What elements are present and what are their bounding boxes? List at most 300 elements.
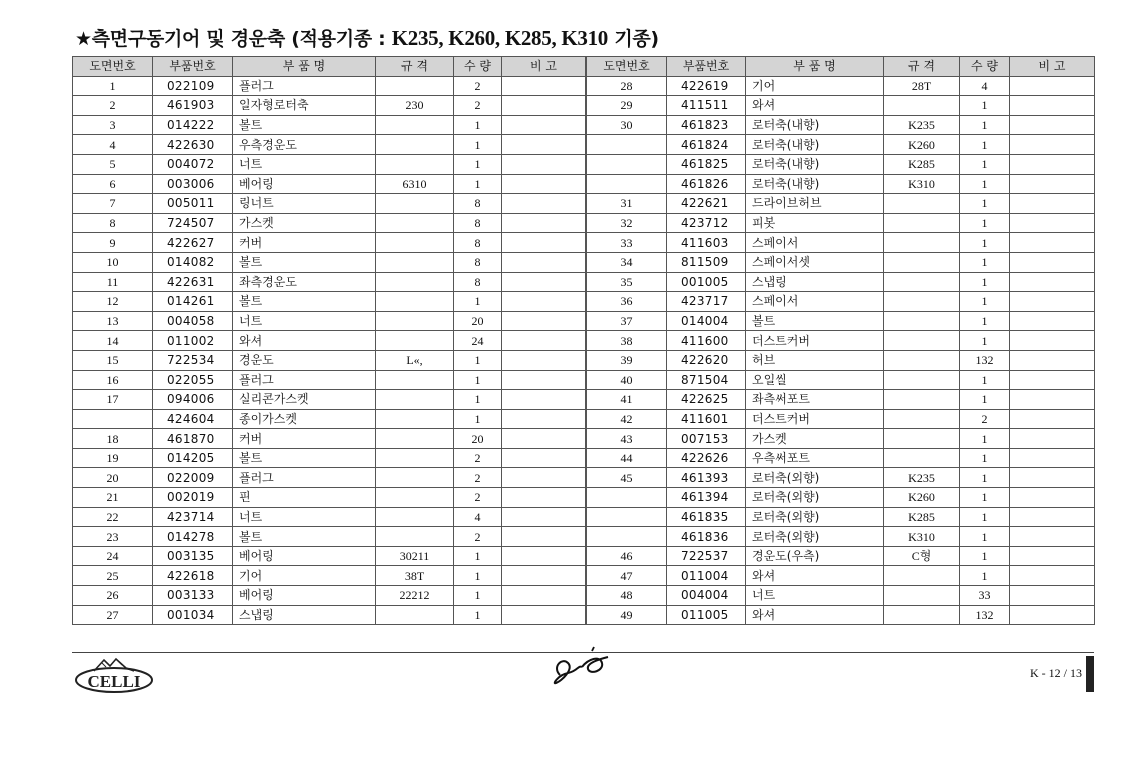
table-row — [73, 76, 586, 96]
spec-cell — [884, 292, 960, 312]
remarks-cell — [502, 468, 586, 488]
table-row — [73, 566, 586, 586]
remarks-cell — [1010, 488, 1095, 508]
remarks-cell — [1010, 135, 1095, 155]
remarks-cell — [1010, 115, 1095, 135]
part-name-cell: 스페이서셋 — [746, 252, 884, 272]
remarks-cell — [502, 448, 586, 468]
table-row — [73, 233, 586, 253]
spec-cell — [376, 154, 454, 174]
figure-number-cell: 45 — [587, 468, 667, 488]
remarks-cell — [502, 409, 586, 429]
quantity-cell: 4 — [454, 507, 502, 527]
remarks-cell — [502, 76, 586, 96]
table-row — [73, 546, 586, 566]
quantity-cell: 1 — [454, 135, 502, 155]
figure-number-cell: 30 — [587, 115, 667, 135]
part-number-cell: 003133 — [153, 586, 233, 606]
table-row — [73, 488, 586, 508]
part-name-cell: 가스켓 — [233, 213, 376, 233]
signature-mark — [548, 645, 618, 690]
figure-number-cell: 29 — [587, 96, 667, 116]
quantity-cell: 1 — [960, 546, 1010, 566]
spec-cell — [376, 488, 454, 508]
quantity-cell: 8 — [454, 213, 502, 233]
spec-cell — [376, 115, 454, 135]
quantity-cell: 20 — [454, 429, 502, 449]
remarks-cell — [1010, 174, 1095, 194]
part-number-cell: 422627 — [153, 233, 233, 253]
quantity-cell: 8 — [454, 233, 502, 253]
part-name-cell: 볼트 — [233, 252, 376, 272]
quantity-cell: 1 — [454, 174, 502, 194]
part-number-cell: 424604 — [153, 409, 233, 429]
column-header: 수 량 — [960, 57, 1010, 77]
table-row — [587, 96, 1095, 116]
table-row — [587, 586, 1095, 606]
figure-number-cell: 5 — [73, 154, 153, 174]
figure-number-cell — [73, 409, 153, 429]
figure-number-cell: 25 — [73, 566, 153, 586]
remarks-cell — [502, 233, 586, 253]
part-name-cell: 볼트 — [233, 292, 376, 312]
figure-number-cell: 38 — [587, 331, 667, 351]
remarks-cell — [502, 488, 586, 508]
part-number-cell: 001005 — [667, 272, 746, 292]
quantity-cell: 1 — [960, 429, 1010, 449]
table-row — [73, 350, 586, 370]
part-number-cell: 004072 — [153, 154, 233, 174]
table-row — [73, 194, 586, 214]
part-name-cell: 드라이브허브 — [746, 194, 884, 214]
remarks-cell — [502, 154, 586, 174]
table-row — [73, 135, 586, 155]
quantity-cell: 1 — [454, 409, 502, 429]
figure-number-cell: 22 — [73, 507, 153, 527]
quantity-cell: 1 — [960, 311, 1010, 331]
celli-logo — [74, 654, 154, 694]
table-row — [73, 213, 586, 233]
figure-number-cell: 43 — [587, 429, 667, 449]
spec-cell: 22212 — [376, 586, 454, 606]
table-row — [587, 350, 1095, 370]
part-number-cell: 422625 — [667, 390, 746, 410]
part-number-cell: 422620 — [667, 350, 746, 370]
remarks-cell — [1010, 370, 1095, 390]
part-number-cell: 423717 — [667, 292, 746, 312]
quantity-cell: 8 — [454, 194, 502, 214]
part-number-cell: 004004 — [667, 586, 746, 606]
table-row — [73, 292, 586, 312]
spec-cell — [884, 331, 960, 351]
quantity-cell: 2 — [454, 527, 502, 547]
part-name-cell: 오일씰 — [746, 370, 884, 390]
part-name-cell: 볼트 — [233, 115, 376, 135]
column-header: 부 품 명 — [233, 57, 376, 77]
part-name-cell: 너트 — [233, 154, 376, 174]
table-row — [73, 390, 586, 410]
quantity-cell: 1 — [960, 174, 1010, 194]
spec-cell — [376, 448, 454, 468]
quantity-cell: 2 — [454, 468, 502, 488]
part-number-cell: 003135 — [153, 546, 233, 566]
part-name-cell: 스냅링 — [233, 605, 376, 625]
part-name-cell: 로터축(내향) — [746, 115, 884, 135]
spec-cell — [376, 76, 454, 96]
figure-number-cell: 18 — [73, 429, 153, 449]
spec-cell: K235 — [884, 115, 960, 135]
figure-number-cell: 16 — [73, 370, 153, 390]
quantity-cell: 33 — [960, 586, 1010, 606]
part-name-cell: 스냅링 — [746, 272, 884, 292]
remarks-cell — [502, 566, 586, 586]
part-number-cell: 461836 — [667, 527, 746, 547]
figure-number-cell: 28 — [587, 76, 667, 96]
spec-cell — [376, 252, 454, 272]
quantity-cell: 1 — [960, 507, 1010, 527]
remarks-cell — [502, 331, 586, 351]
remarks-cell — [502, 252, 586, 272]
quantity-cell: 1 — [960, 252, 1010, 272]
part-number-cell: 423714 — [153, 507, 233, 527]
spec-cell — [376, 370, 454, 390]
quantity-cell: 1 — [960, 566, 1010, 586]
part-number-cell: 022109 — [153, 76, 233, 96]
part-name-cell: 커버 — [233, 429, 376, 449]
quantity-cell: 1 — [960, 135, 1010, 155]
figure-number-cell — [587, 135, 667, 155]
spec-cell — [884, 213, 960, 233]
spec-cell — [884, 311, 960, 331]
part-name-cell: 로터축(외향) — [746, 507, 884, 527]
remarks-cell — [1010, 429, 1095, 449]
figure-number-cell: 13 — [73, 311, 153, 331]
remarks-cell — [502, 135, 586, 155]
part-number-cell: 423712 — [667, 213, 746, 233]
parts-table-right — [586, 56, 1095, 625]
part-name-cell: 베어링 — [233, 174, 376, 194]
quantity-cell: 1 — [960, 390, 1010, 410]
part-name-cell: 더스트커버 — [746, 331, 884, 351]
table-row — [587, 252, 1095, 272]
spec-cell — [376, 272, 454, 292]
part-name-cell: 너트 — [746, 586, 884, 606]
part-number-cell: 014205 — [153, 448, 233, 468]
table-row — [587, 507, 1095, 527]
remarks-cell — [502, 174, 586, 194]
part-name-cell: 좌측써포트 — [746, 390, 884, 410]
part-number-cell: 871504 — [667, 370, 746, 390]
remarks-cell — [1010, 292, 1095, 312]
remarks-cell — [1010, 194, 1095, 214]
part-number-cell: 003006 — [153, 174, 233, 194]
spec-cell — [376, 527, 454, 547]
part-number-cell: 422621 — [667, 194, 746, 214]
title-star-icon: ★ — [75, 28, 92, 50]
remarks-cell — [1010, 154, 1095, 174]
spec-cell: C형 — [884, 546, 960, 566]
remarks-cell — [1010, 605, 1095, 625]
table-row — [587, 546, 1095, 566]
remarks-cell — [1010, 96, 1095, 116]
part-number-cell: 022055 — [153, 370, 233, 390]
part-name-cell: 경운도 — [233, 350, 376, 370]
figure-number-cell — [587, 507, 667, 527]
figure-number-cell: 37 — [587, 311, 667, 331]
figure-number-cell: 14 — [73, 331, 153, 351]
column-header: 비 고 — [502, 57, 586, 77]
remarks-cell — [502, 586, 586, 606]
part-number-cell: 011002 — [153, 331, 233, 351]
figure-number-cell: 33 — [587, 233, 667, 253]
table-row — [587, 272, 1095, 292]
table-row — [587, 115, 1095, 135]
remarks-cell — [502, 390, 586, 410]
page-edge-bar — [1086, 656, 1094, 692]
quantity-cell: 132 — [960, 350, 1010, 370]
table-row — [73, 370, 586, 390]
figure-number-cell — [587, 527, 667, 547]
figure-number-cell: 26 — [73, 586, 153, 606]
part-number-cell: 422626 — [667, 448, 746, 468]
table-row — [587, 135, 1095, 155]
figure-number-cell: 15 — [73, 350, 153, 370]
spec-cell — [884, 586, 960, 606]
part-name-cell: 베어링 — [233, 546, 376, 566]
column-header: 규 격 — [376, 57, 454, 77]
part-name-cell: 링너트 — [233, 194, 376, 214]
table-row — [73, 115, 586, 135]
part-name-cell: 경운도(우측) — [746, 546, 884, 566]
remarks-cell — [502, 527, 586, 547]
table-header-row — [73, 57, 586, 77]
part-name-cell: 가스켓 — [746, 429, 884, 449]
part-number-cell: 005011 — [153, 194, 233, 214]
table-row — [587, 311, 1095, 331]
part-number-cell: 461825 — [667, 154, 746, 174]
figure-number-cell: 12 — [73, 292, 153, 312]
remarks-cell — [502, 350, 586, 370]
spec-cell: 30211 — [376, 546, 454, 566]
quantity-cell: 1 — [960, 154, 1010, 174]
part-number-cell: 422618 — [153, 566, 233, 586]
remarks-cell — [1010, 448, 1095, 468]
part-number-cell: 461835 — [667, 507, 746, 527]
part-name-cell: 로터축(외향) — [746, 488, 884, 508]
quantity-cell: 1 — [960, 213, 1010, 233]
quantity-cell: 2 — [454, 96, 502, 116]
column-header: 부품번호 — [667, 57, 746, 77]
remarks-cell — [1010, 350, 1095, 370]
part-number-cell: 014278 — [153, 527, 233, 547]
spec-cell — [884, 448, 960, 468]
table-row — [73, 605, 586, 625]
part-name-cell: 와셔 — [746, 605, 884, 625]
spec-cell: K285 — [884, 154, 960, 174]
part-name-cell: 로터축(외향) — [746, 468, 884, 488]
quantity-cell: 2 — [454, 448, 502, 468]
quantity-cell: 1 — [454, 566, 502, 586]
remarks-cell — [1010, 233, 1095, 253]
quantity-cell: 20 — [454, 311, 502, 331]
remarks-cell — [1010, 468, 1095, 488]
quantity-cell: 1 — [960, 331, 1010, 351]
quantity-cell: 1 — [454, 586, 502, 606]
table-row — [587, 233, 1095, 253]
part-number-cell: 094006 — [153, 390, 233, 410]
part-name-cell: 기어 — [746, 76, 884, 96]
table-row — [73, 154, 586, 174]
column-header: 부품번호 — [153, 57, 233, 77]
figure-number-cell — [587, 174, 667, 194]
part-number-cell: 411600 — [667, 331, 746, 351]
spec-cell — [376, 194, 454, 214]
part-name-cell: 스페이서 — [746, 292, 884, 312]
spec-cell — [884, 350, 960, 370]
part-name-cell: 커버 — [233, 233, 376, 253]
part-number-cell: 422631 — [153, 272, 233, 292]
parts-table-left — [72, 56, 586, 625]
table-row — [587, 409, 1095, 429]
table-row — [587, 174, 1095, 194]
spec-cell: L«, — [376, 350, 454, 370]
remarks-cell — [502, 213, 586, 233]
spec-cell — [376, 429, 454, 449]
part-number-cell: 461824 — [667, 135, 746, 155]
figure-number-cell: 17 — [73, 390, 153, 410]
table-row — [73, 448, 586, 468]
quantity-cell: 1 — [454, 350, 502, 370]
quantity-cell: 1 — [454, 546, 502, 566]
quantity-cell: 1 — [960, 96, 1010, 116]
part-name-cell: 너트 — [233, 507, 376, 527]
figure-number-cell: 32 — [587, 213, 667, 233]
table-row — [587, 292, 1095, 312]
remarks-cell — [502, 96, 586, 116]
quantity-cell: 1 — [960, 448, 1010, 468]
figure-number-cell: 36 — [587, 292, 667, 312]
figure-number-cell: 23 — [73, 527, 153, 547]
remarks-cell — [1010, 546, 1095, 566]
part-name-cell: 핀 — [233, 488, 376, 508]
figure-number-cell: 4 — [73, 135, 153, 155]
table-row — [73, 311, 586, 331]
table-row — [587, 76, 1095, 96]
spec-cell: K235 — [884, 468, 960, 488]
part-number-cell: 411601 — [667, 409, 746, 429]
figure-number-cell: 6 — [73, 174, 153, 194]
figure-number-cell: 48 — [587, 586, 667, 606]
spec-cell: 38T — [376, 566, 454, 586]
part-name-cell: 우측경운도 — [233, 135, 376, 155]
part-name-cell: 더스트커버 — [746, 409, 884, 429]
quantity-cell: 1 — [960, 468, 1010, 488]
quantity-cell: 8 — [454, 252, 502, 272]
figure-number-cell: 27 — [73, 605, 153, 625]
figure-number-cell: 3 — [73, 115, 153, 135]
figure-number-cell: 31 — [587, 194, 667, 214]
quantity-cell: 1 — [454, 115, 502, 135]
spec-cell — [884, 605, 960, 625]
part-number-cell: 422630 — [153, 135, 233, 155]
quantity-cell: 1 — [960, 233, 1010, 253]
table-row — [73, 409, 586, 429]
figure-number-cell: 47 — [587, 566, 667, 586]
spec-cell — [376, 605, 454, 625]
part-number-cell: 014261 — [153, 292, 233, 312]
part-number-cell: 461823 — [667, 115, 746, 135]
quantity-cell: 1 — [960, 488, 1010, 508]
column-header: 부 품 명 — [746, 57, 884, 77]
table-row — [73, 96, 586, 116]
column-header: 비 고 — [1010, 57, 1095, 77]
remarks-cell — [1010, 76, 1095, 96]
table-row — [587, 213, 1095, 233]
remarks-cell — [502, 605, 586, 625]
quantity-cell: 4 — [960, 76, 1010, 96]
spec-cell: K260 — [884, 488, 960, 508]
page-title — [75, 24, 659, 51]
remarks-cell — [1010, 252, 1095, 272]
table-row — [73, 507, 586, 527]
spec-cell — [376, 409, 454, 429]
column-header: 수 량 — [454, 57, 502, 77]
spec-cell: 230 — [376, 96, 454, 116]
quantity-cell: 1 — [960, 370, 1010, 390]
svg-text:CELLI: CELLI — [87, 672, 141, 691]
part-name-cell: 일자형로터축 — [233, 96, 376, 116]
part-number-cell: 724507 — [153, 213, 233, 233]
part-number-cell: 722537 — [667, 546, 746, 566]
figure-number-cell: 46 — [587, 546, 667, 566]
table-row — [587, 527, 1095, 547]
table-row — [73, 468, 586, 488]
spec-cell — [376, 507, 454, 527]
part-number-cell: 411603 — [667, 233, 746, 253]
figure-number-cell: 11 — [73, 272, 153, 292]
remarks-cell — [1010, 390, 1095, 410]
part-number-cell: 461393 — [667, 468, 746, 488]
title-end: 기종) — [608, 28, 659, 50]
figure-number-cell: 20 — [73, 468, 153, 488]
spec-cell: 6310 — [376, 174, 454, 194]
title-models: K235, K260, K285, K310 — [391, 26, 608, 50]
figure-number-cell: 2 — [73, 96, 153, 116]
spec-cell — [884, 429, 960, 449]
remarks-cell — [1010, 213, 1095, 233]
figure-number-cell: 42 — [587, 409, 667, 429]
table-header-row — [587, 57, 1095, 77]
part-name-cell: 좌측경운도 — [233, 272, 376, 292]
part-number-cell: 014082 — [153, 252, 233, 272]
part-number-cell: 011005 — [667, 605, 746, 625]
part-name-cell: 피봇 — [746, 213, 884, 233]
part-number-cell: 011004 — [667, 566, 746, 586]
remarks-cell — [502, 507, 586, 527]
spec-cell — [884, 409, 960, 429]
spec-cell — [376, 331, 454, 351]
figure-number-cell: 24 — [73, 546, 153, 566]
figure-number-cell: 21 — [73, 488, 153, 508]
table-row — [587, 370, 1095, 390]
part-name-cell: 와셔 — [746, 566, 884, 586]
figure-number-cell — [587, 488, 667, 508]
spec-cell: K260 — [884, 135, 960, 155]
remarks-cell — [1010, 566, 1095, 586]
spec-cell — [376, 311, 454, 331]
spec-cell — [884, 566, 960, 586]
table-row — [73, 429, 586, 449]
